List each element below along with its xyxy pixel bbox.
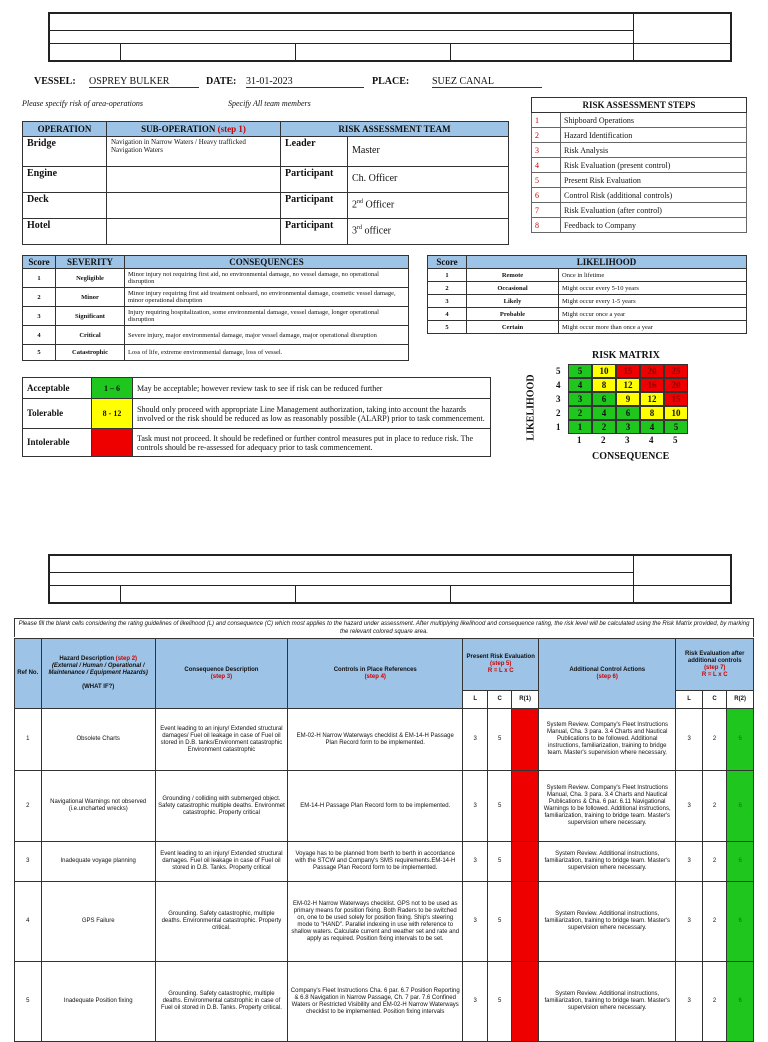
operation-name: Hotel: [23, 219, 107, 245]
additional-header: [538, 639, 676, 709]
likelihood-row: [428, 269, 747, 282]
present-L-cell: 3: [463, 842, 487, 882]
matrix-cell: 4: [640, 420, 664, 434]
matrix-cell: 15: [664, 392, 688, 406]
likelihood-row: [428, 295, 747, 308]
hazard-table: [14, 638, 754, 1042]
severity-name: Minor: [56, 288, 125, 307]
severity-score-header: Score: [23, 256, 56, 269]
hazard-cell: Obsolete Charts: [41, 709, 155, 771]
step-label: Hazard Identification: [561, 128, 747, 143]
matrix-cell: 10: [664, 406, 688, 420]
severity-row: [23, 326, 409, 345]
hazard-cell: Inadequate voyage planning: [41, 842, 155, 882]
matrix-cell: 5: [664, 420, 688, 434]
after-L-cell: 3: [676, 709, 702, 771]
consequence-cell: Event leading to an injury/ Extended structural damages. Fuel oil leakage in case of Fuel oil stored in D.B. Tanks. Property critical: [155, 842, 287, 882]
severity-name: Significant: [56, 307, 125, 326]
matrix-cell: 15: [616, 364, 640, 378]
risk-steps-title: RISK ASSESSMENT STEPS: [532, 98, 747, 113]
severity-name: Critical: [56, 326, 125, 345]
matrix-cell: 3: [568, 392, 592, 406]
consequence-cell: Grounding. Safety catastrophic, multiple deaths. Environmental catstrophic in case of Fuel oil stored in D.B. Tanks. Property critical.: [155, 962, 287, 1042]
likelihood-desc: Might occur every 5-10 years: [559, 282, 747, 295]
ref-header: Ref No.: [15, 639, 42, 709]
risk-matrix-y-label: LIKELIHOOD: [525, 374, 537, 441]
matrix-cell: 25: [664, 364, 688, 378]
matrix-x-tick: 5: [673, 435, 678, 445]
after-header: [676, 639, 754, 691]
team-role: Participant: [281, 193, 348, 219]
step-label: Control Risk (additional controls): [561, 188, 747, 203]
sub-operation-value: [107, 193, 281, 219]
step-number: 3: [532, 143, 561, 158]
after-R-cell: 6: [727, 842, 754, 882]
matrix-x-tick: 3: [625, 435, 630, 445]
severity-score: 3: [23, 307, 56, 326]
team-role: Leader: [281, 137, 348, 167]
likelihood-header: LIKELIHOOD: [467, 256, 747, 269]
likelihood-name: Certain: [467, 321, 559, 334]
acceptability-desc: Task must not proceed. It should be redefined or further control measures put in place to reduce risk. The controls should be re-assessed for adequacy prior to task commencement.: [133, 429, 491, 457]
matrix-cell: 1: [568, 420, 592, 434]
step-label: Risk Evaluation (after control): [561, 203, 747, 218]
ref-cell: 1: [15, 709, 42, 771]
after-L-cell: 3: [676, 771, 702, 842]
likelihood-row: [428, 308, 747, 321]
additional-cell: System Review. Additional instructions, familiarization, training to bridge team. Master's supervision where necessary.: [538, 842, 676, 882]
after-R-cell: 6: [727, 882, 754, 962]
severity-header: SEVERITY: [56, 256, 125, 269]
team-member: Master: [348, 137, 509, 167]
severity-desc: Minor injury not requiring first aid, no environmental damage, no vessel damage, no operational disruption: [125, 269, 409, 288]
severity-row: [23, 269, 409, 288]
likelihood-score-header: Score: [428, 256, 467, 269]
step-row: [532, 158, 747, 173]
severity-row: [23, 345, 409, 361]
matrix-cell: 6: [592, 392, 616, 406]
hazard-row: [15, 882, 754, 962]
step-row: [532, 218, 747, 233]
consequence-cell: Grounding. Safety catastrophic, multiple deaths. Environmental catastrophic. Property critical.: [155, 882, 287, 962]
severity-desc: Injury requiring hospitalization, some environmental damage, vessel damage, longer operational disruption: [125, 307, 409, 326]
after-R-cell: 6: [727, 962, 754, 1042]
likelihood-score: 4: [428, 308, 467, 321]
risk-area-instruction: Please specify risk of area-operations: [22, 99, 144, 108]
step-row: [532, 188, 747, 203]
present-C-cell: 5: [487, 882, 511, 962]
consequences-header: CONSEQUENCES: [125, 256, 409, 269]
present-C-cell: 5: [487, 842, 511, 882]
after-L-cell: 3: [676, 882, 702, 962]
step-row: [532, 173, 747, 188]
acceptability-desc: May be acceptable; however review task to see if risk can be reduced further: [133, 378, 491, 399]
hazard-row: [15, 771, 754, 842]
after-formula: R = L x C: [701, 671, 728, 678]
present-C-cell: 5: [487, 709, 511, 771]
likelihood-score: 5: [428, 321, 467, 334]
operation-row: [23, 137, 509, 167]
present-L-header: L: [463, 691, 487, 709]
ref-cell: 4: [15, 882, 42, 962]
after-header-text: Risk Evaluation after additional controls: [685, 650, 745, 664]
hazard-cell: Inadequate Position fixing: [41, 962, 155, 1042]
acceptability-desc: Should only proceed with appropriate Line Management authorization, taking into account the hazards involved or the risk should be reduced as low as reasonably possible (ALARP) prior to task commencement.: [133, 399, 491, 429]
after-C-cell: 2: [702, 842, 726, 882]
present-C-cell: 5: [487, 771, 511, 842]
sub-operation-header: [107, 122, 281, 137]
ref-cell: 5: [15, 962, 42, 1042]
present-L-cell: 3: [463, 882, 487, 962]
likelihood-name: Occasional: [467, 282, 559, 295]
present-C-cell: 5: [487, 962, 511, 1042]
vessel-value: OSPREY BULKER: [89, 76, 199, 88]
additional-cell: System Review. Additional instructions, familiarization, training to bridge team. Master's supervision where necessary.: [538, 962, 676, 1042]
likelihood-row: [428, 321, 747, 334]
acceptability-range: 15 - 25: [92, 429, 133, 457]
consequence-header-text: Consequence Description: [184, 666, 259, 673]
sub-operation-step: (step 1): [217, 124, 246, 134]
consequence-header: [155, 639, 287, 709]
after-L-cell: 3: [676, 962, 702, 1042]
after-R-cell: 6: [727, 771, 754, 842]
after-C-cell: 2: [702, 962, 726, 1042]
team-role: Participant: [281, 219, 348, 245]
controls-cell: EM-14-H Passage Plan Record form to be implemented.: [288, 771, 463, 842]
consequence-step: (step 3): [210, 673, 233, 680]
after-C-cell: 2: [702, 882, 726, 962]
additional-header-text: Additional Control Actions: [569, 666, 646, 673]
present-R-header: R(1): [512, 691, 539, 709]
header-box-bottom: [48, 554, 732, 604]
acceptability-table: [22, 377, 491, 457]
severity-row: [23, 288, 409, 307]
risk-matrix: [525, 350, 748, 465]
acceptability-label: Tolerable: [23, 399, 92, 429]
team-role: Participant: [281, 167, 348, 193]
matrix-y-tick: 5: [556, 366, 561, 376]
likelihood-row: [428, 282, 747, 295]
present-header: [463, 639, 538, 691]
hazard-header: [41, 639, 155, 709]
step-label: Risk Analysis: [561, 143, 747, 158]
likelihood-name: Likely: [467, 295, 559, 308]
acceptability-row: [23, 399, 491, 429]
risk-steps-table: [531, 97, 747, 233]
severity-row: [23, 307, 409, 326]
operation-row: [23, 193, 509, 219]
severity-desc: Severe injury, major environmental damage, major vessel damage, major operational disruption: [125, 326, 409, 345]
matrix-cell: 8: [640, 406, 664, 420]
matrix-y-tick: 4: [556, 380, 561, 390]
matrix-x-tick: 1: [577, 435, 582, 445]
matrix-cell: 10: [592, 364, 616, 378]
matrix-y-tick: 3: [556, 394, 561, 404]
sub-operation-value: [107, 167, 281, 193]
matrix-cell: 4: [568, 378, 592, 392]
present-L-cell: 3: [463, 962, 487, 1042]
severity-desc: Loss of life, extreme environmental damage, loss of vessel.: [125, 345, 409, 361]
likelihood-score: 2: [428, 282, 467, 295]
place-label: PLACE:: [372, 76, 410, 87]
matrix-cell: 20: [640, 364, 664, 378]
matrix-cell: 2: [592, 420, 616, 434]
likelihood-desc: Might occur more than once a year: [559, 321, 747, 334]
date-value: 31-01-2023: [246, 76, 364, 88]
additional-cell: System Review. Company's Fleet Instructions Manual, Cha. 3 para. 3.4 Charts and Nautical Publications & Cha. 6 par. 6.11 Navigational Warnings to be followed. Additional instructions, familiarization, training to bridge team. Master's supervision where necessary.: [538, 771, 676, 842]
operation-name: Bridge: [23, 137, 107, 167]
additional-cell: System Review. Company's Fleet Instructions Manual, Cha. 3 para. 3.4 Charts and Nautical Publications to be followed. Additional instructions, familiarization, training to bridge team. Master's supervision where necessary.: [538, 709, 676, 771]
after-L-header: L: [676, 691, 702, 709]
present-L-cell: 3: [463, 709, 487, 771]
likelihood-desc: Might occur once a year: [559, 308, 747, 321]
likelihood-desc: Once in lifetime: [559, 269, 747, 282]
present-C-header: C: [487, 691, 511, 709]
step-number: 7: [532, 203, 561, 218]
risk-matrix-title: RISK MATRIX: [592, 350, 660, 361]
team-instruction: Specify All team members: [228, 99, 311, 108]
controls-step: (step 4): [364, 673, 386, 680]
step-number: 1: [532, 113, 561, 128]
severity-score: 2: [23, 288, 56, 307]
operations-table: [22, 121, 509, 245]
severity-table: [22, 255, 409, 361]
ref-cell: 3: [15, 842, 42, 882]
step-number: 8: [532, 218, 561, 233]
matrix-x-tick: 4: [649, 435, 654, 445]
matrix-cell: 8: [592, 378, 616, 392]
matrix-cell: 12: [640, 392, 664, 406]
additional-step: (step 6): [596, 673, 618, 680]
place-value: SUEZ CANAL: [432, 76, 542, 88]
additional-cell: System Review. Additional instructions, familiarization, training to bridge team. Master's supervision where necessary.: [538, 882, 676, 962]
matrix-cell: 9: [616, 392, 640, 406]
present-R-cell: 15: [512, 771, 539, 842]
present-R-cell: 15: [512, 842, 539, 882]
matrix-cell: 20: [664, 378, 688, 392]
present-R-cell: 15: [512, 709, 539, 771]
controls-cell: Voyage has to be planned from berth to berth in accordance with the STCW and Company's SMS requirements.EM-14-H Passage Plan Record form to be implemented.: [288, 842, 463, 882]
team-header: RISK ASSESSMENT TEAM: [281, 122, 509, 137]
present-R-cell: 15: [512, 962, 539, 1042]
likelihood-table: [427, 255, 747, 334]
controls-cell: Company's Fleet Instructions Cha. 6 par. 6.7 Position Reporting & 6.8 Navigation in Narrow Passage, Ch. 7 par. 7.6 Confined Waters or Restricted Visibility and EM-02-H Narrow Waterways checklist to be implemented. Position fixing intervals: [288, 962, 463, 1042]
acceptability-range: 8 - 12: [92, 399, 133, 429]
sub-operation-value: [107, 219, 281, 245]
present-L-cell: 3: [463, 771, 487, 842]
acceptability-row: [23, 429, 491, 457]
hazard-note-text: Please fill the blank cells considering the rating guidelines of likelihood (L) and consequence (C) which most applies to the hazard under assessment. After multiplying likelihood and consequence rating, the risk level will be calculated using the Risk Matrix provided, by marking the relevant colored square area.: [18, 621, 750, 635]
after-R-cell: 6: [727, 709, 754, 771]
team-member: 3rd officer: [348, 219, 509, 245]
present-step: (step 5): [490, 661, 512, 667]
consequence-cell: Grounding / colliding with submerged object. Safety catastrophic multiple deaths. Environmet catastrophic. Property critical: [155, 771, 287, 842]
hazard-note: [14, 618, 754, 637]
after-C-cell: 2: [702, 771, 726, 842]
likelihood-name: Probable: [467, 308, 559, 321]
sub-operation-header-text: SUB-OPERATION: [141, 124, 216, 134]
step-row: [532, 128, 747, 143]
step-row: [532, 203, 747, 218]
hazard-cell: Navigational Warnings not observed (i.e.uncharted wrecks): [41, 771, 155, 842]
step-row: [532, 143, 747, 158]
team-member: 2nd Officer: [348, 193, 509, 219]
vessel-line: [34, 76, 534, 90]
controls-cell: EM-02-H Narrow Waterways checklist & EM-14-H Passage Plan Record form to be implemented.: [288, 709, 463, 771]
after-R-header: R(2): [727, 691, 754, 709]
controls-header: [288, 639, 463, 709]
severity-name: Catastrophic: [56, 345, 125, 361]
hazard-cell: GPS Failure: [41, 882, 155, 962]
after-L-cell: 3: [676, 842, 702, 882]
present-R-cell: 15: [512, 882, 539, 962]
controls-header-text: Controls in Place References: [333, 666, 417, 673]
step-label: Present Risk Evaluation: [561, 173, 747, 188]
hazard-header-text: Hazard Description: [59, 656, 115, 662]
step-number: 4: [532, 158, 561, 173]
step-number: 5: [532, 173, 561, 188]
after-C-cell: 2: [702, 709, 726, 771]
header-box-top: [48, 12, 732, 62]
acceptability-row: [23, 378, 491, 399]
acceptability-range: 1 – 6: [92, 378, 133, 399]
matrix-cell: 3: [616, 420, 640, 434]
matrix-y-tick: 1: [556, 422, 561, 432]
hazard-sub: (External / Human / Operational / Maintenance / Equipment Hazards): [48, 663, 148, 676]
step-row: [532, 113, 747, 128]
matrix-cell: 6: [616, 406, 640, 420]
severity-score: 4: [23, 326, 56, 345]
matrix-cell: 16: [640, 378, 664, 392]
risk-matrix-x-label: CONSEQUENCE: [592, 451, 670, 462]
step-number: 2: [532, 128, 561, 143]
ref-cell: 2: [15, 771, 42, 842]
operation-row: [23, 219, 509, 245]
severity-desc: Minor injury requiring first aid treatment onboard, no environmental damage, cosmetic vessel damage, minor operational disruption: [125, 288, 409, 307]
present-header-text: Present Risk Evaluation: [466, 654, 535, 660]
severity-name: Negligible: [56, 269, 125, 288]
matrix-cell: 12: [616, 378, 640, 392]
acceptability-label: Acceptable: [23, 378, 92, 399]
step-label: Risk Evaluation (present control): [561, 158, 747, 173]
step-label: Feedback to Company: [561, 218, 747, 233]
ordinal-suffix: nd: [357, 199, 363, 205]
hazard-step: (step 2): [115, 656, 138, 662]
consequence-cell: Event leading to an injury/ Extended structural damages/ Fuel oil leakage in case of Fuel oil stored in D.B. tanks/Environment catastrophic Environment catastrophic: [155, 709, 287, 771]
sub-operation-value: Navigation in Narrow Waters / Heavy trafficked Navigation Waters: [107, 137, 281, 167]
hazard-row: [15, 709, 754, 771]
operation-row: [23, 167, 509, 193]
matrix-cell: 2: [568, 406, 592, 420]
likelihood-score: 3: [428, 295, 467, 308]
hazard-row: [15, 962, 754, 1042]
after-step: (step 7): [704, 664, 726, 671]
step-number: 6: [532, 188, 561, 203]
operation-name: Engine: [23, 167, 107, 193]
ordinal-suffix: rd: [357, 225, 362, 231]
hazard-row: [15, 842, 754, 882]
present-formula: R = L x C: [487, 668, 514, 674]
hazard-what: (WHAT IF?): [82, 684, 115, 690]
step-label: Shipboard Operations: [561, 113, 747, 128]
severity-score: 5: [23, 345, 56, 361]
vessel-label: VESSEL:: [34, 76, 76, 87]
matrix-cell: 4: [592, 406, 616, 420]
likelihood-name: Remote: [467, 269, 559, 282]
operation-name: Deck: [23, 193, 107, 219]
acceptability-label: Intolerable: [23, 429, 92, 457]
team-member: Ch. Officer: [348, 167, 509, 193]
severity-score: 1: [23, 269, 56, 288]
date-label: DATE:: [206, 76, 237, 87]
matrix-cell: 5: [568, 364, 592, 378]
matrix-x-tick: 2: [601, 435, 606, 445]
operation-header: OPERATION: [23, 122, 107, 137]
likelihood-score: 1: [428, 269, 467, 282]
matrix-y-tick: 2: [556, 408, 561, 418]
likelihood-desc: Might occur every 1-5 years: [559, 295, 747, 308]
after-C-header: C: [702, 691, 726, 709]
controls-cell: EM-02-H Narrow Waterways checklist. GPS not to be used as primary means for position fixing. Both Raders to be switched on, one to be used solely for position fixing. Ship's steering mode to "HAND". Parallel indexing in use with reference to shallow waters. Calculate current and weather set and rate and apply as required. Position fixing intervals to be set.: [288, 882, 463, 962]
